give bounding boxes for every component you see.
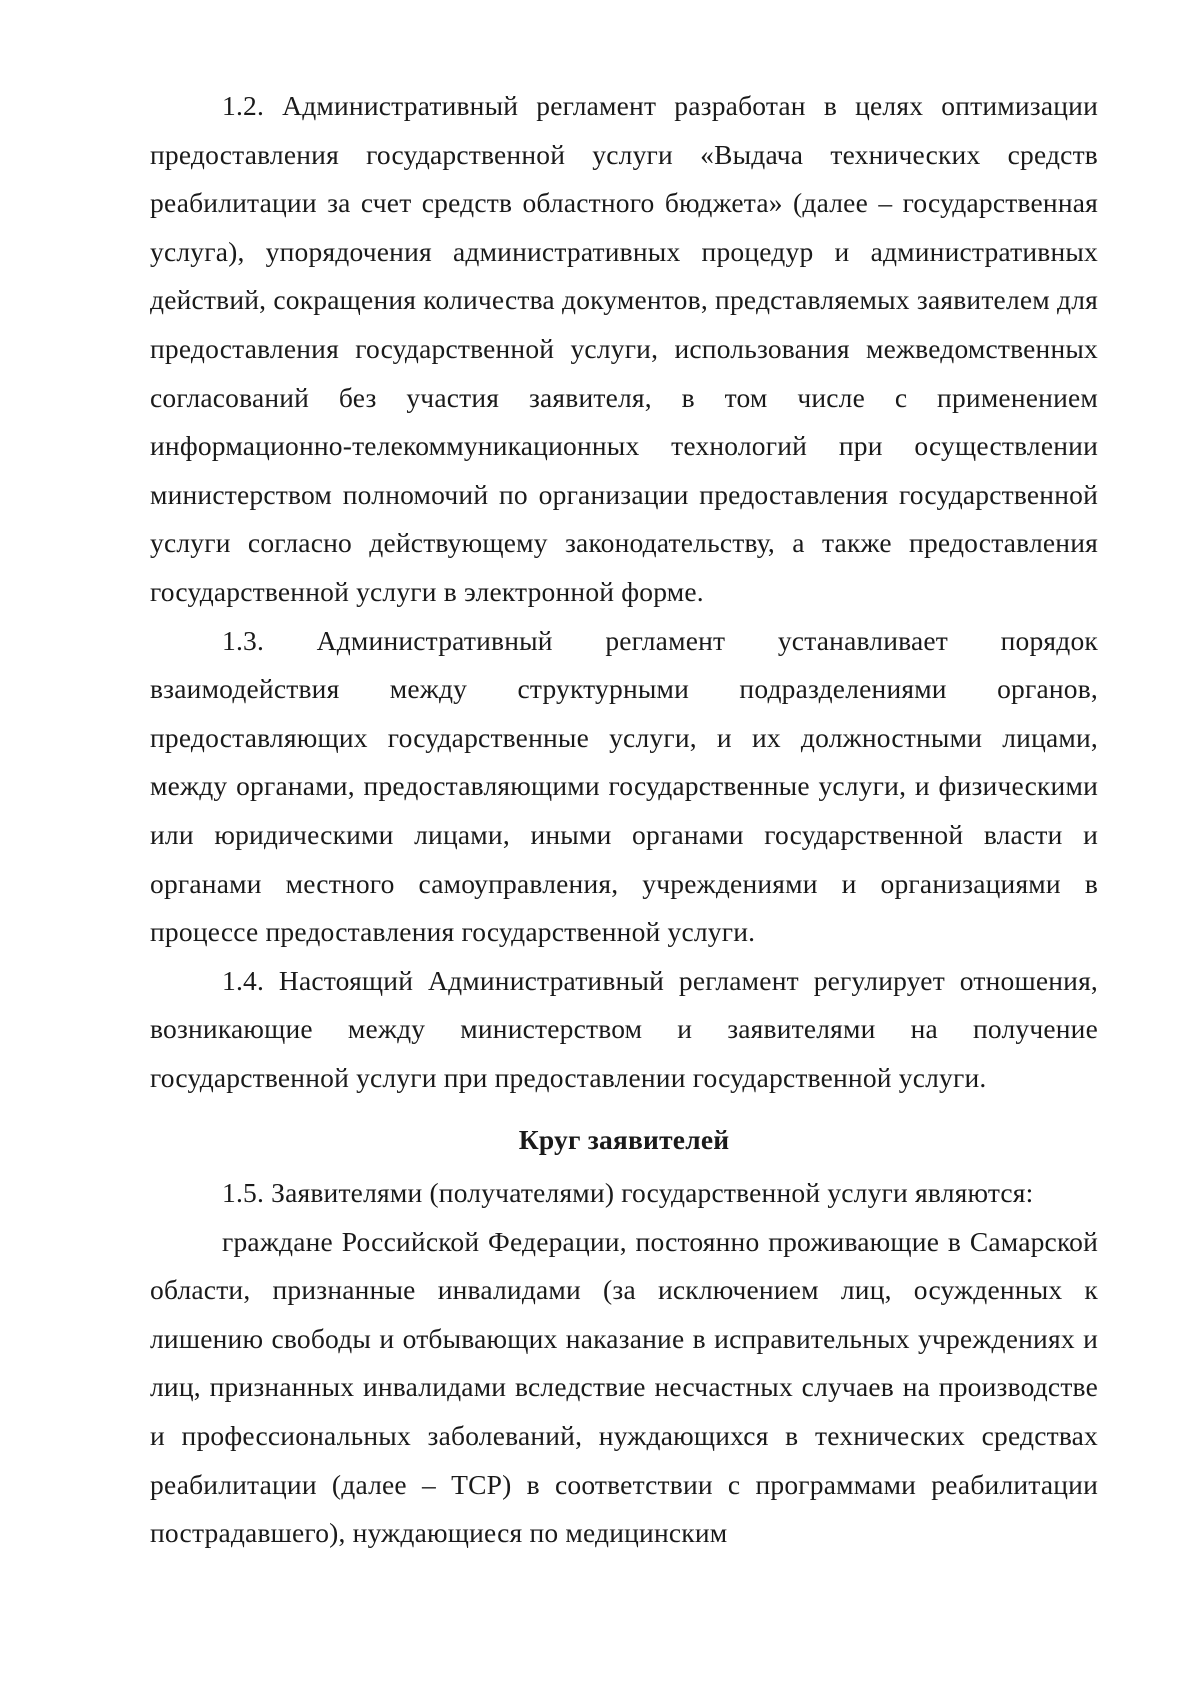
document-body	[150, 82, 1098, 1558]
paragraph-applicants: граждане Российской Федерации, постоянно проживающие в Самарской области, признанные инвалидами (за исключением лиц, осужденных к лишению свободы и отбывающих наказание в исправительных учреждениях и лиц, признанных инвалидами вследствие несчастных случаев на производстве и профессиональных заболеваний, нуждающихся в технических средствах реабилитации (далее – ТСР) в соответствии с программами реабилитации пострадавшего), нуждающиеся по медицинским	[150, 1225, 1098, 1549]
paragraph-1-2: 1.2. Административный регламент разработан в целях оптимизации предоставления государственной услуги «Выдача технических средств реабилитации за счет средств областного бюджета» (далее – государственная услуга), упорядочения административных процедур и административных действий, сокращения количества документов, представляемых заявителем для предоставления государственной услуги, использования межведомственных согласований без участия заявителя, в том числе с применением информационно-телекоммуникационных технологий при осуществлении министерством полномочий по организации предоставления государственной услуги согласно действующему законодательству, а также предоставления государственной услуги в электронной форме.	[150, 90, 1098, 607]
paragraph-1-3: 1.3. Административный регламент устанавливает порядок взаимодействия между структурными подразделениями органов, предоставляющих государственные услуги, и их должностными лицами, между органами, предоставляющими государственные услуги, и физическими или юридическими лицами, иными органами государственной власти и органами местного самоуправления, учреждениями и организациями в процессе предоставления государственной услуги.	[150, 624, 1098, 948]
paragraph-1-4: 1.4. Настоящий Административный регламент регулирует отношения, возникающие между министерством и заявителями на получение государственной услуги при предоставлении государственной услуги.	[150, 964, 1098, 1093]
paragraph-1-5: 1.5. Заявителями (получателями) государственной услуги являются:	[222, 1177, 1034, 1209]
section-heading: Круг заявителей	[518, 1124, 730, 1156]
